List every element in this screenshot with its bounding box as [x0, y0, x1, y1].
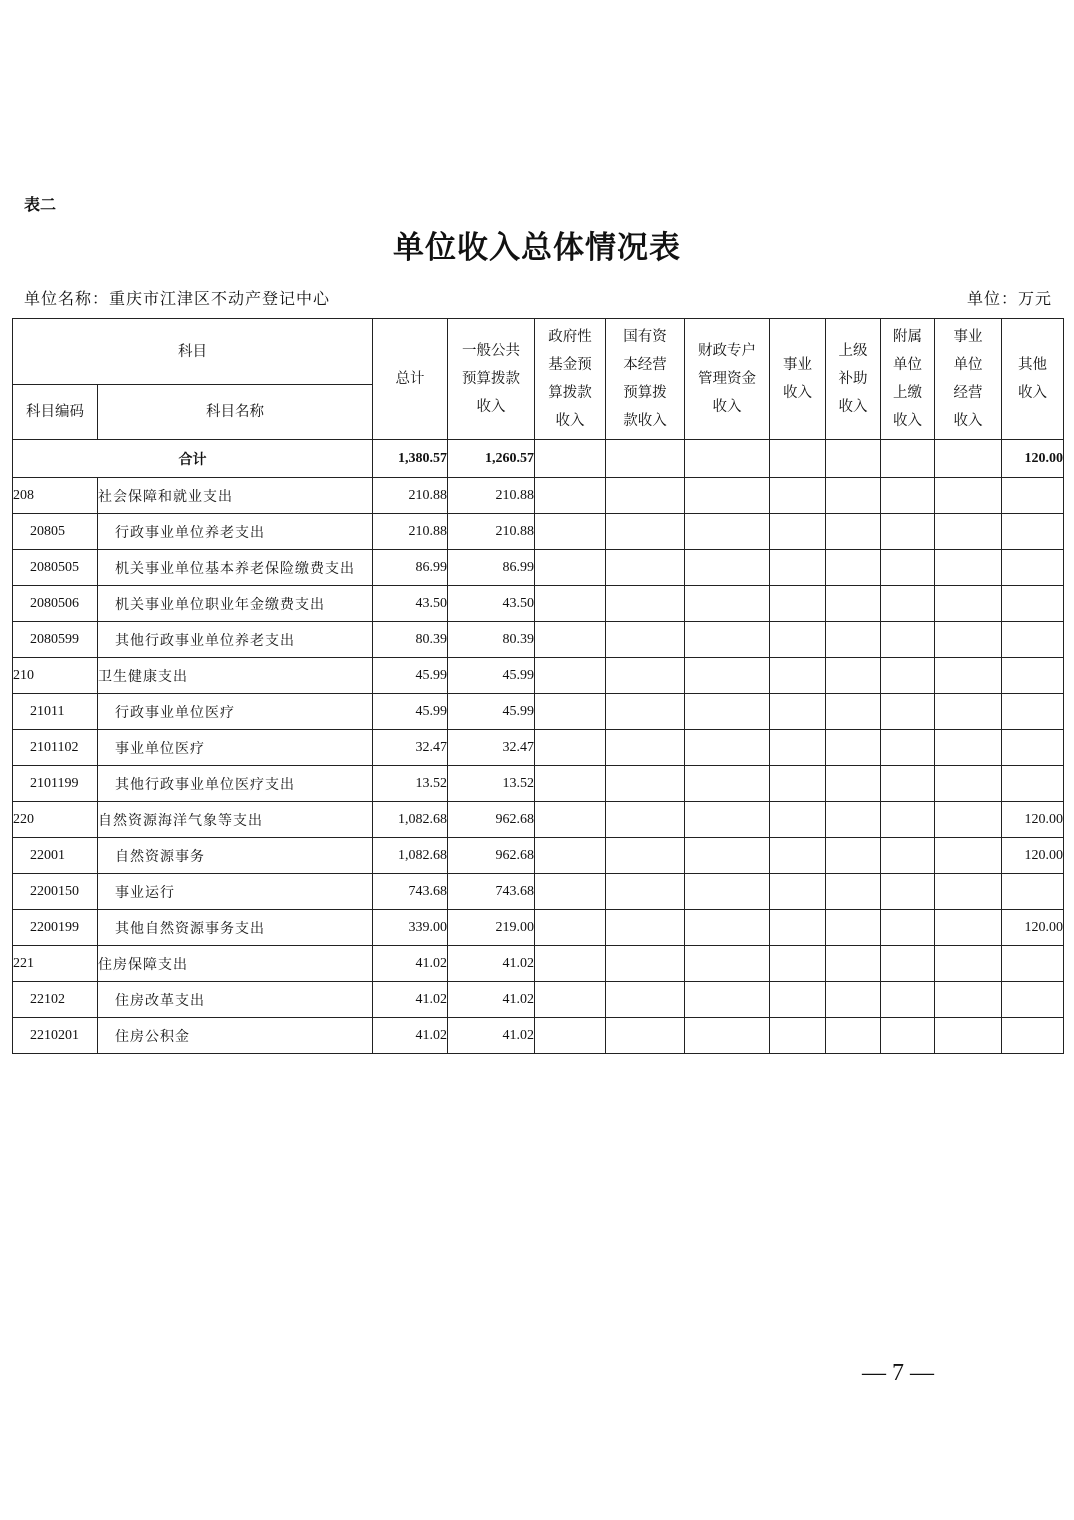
value-cell — [535, 694, 606, 730]
header-col-other: 其他收入 — [1002, 319, 1064, 440]
subject-code: 2080599 — [13, 622, 98, 658]
subject-code: 2080506 — [13, 586, 98, 622]
value-cell — [770, 514, 826, 550]
value-cell — [685, 550, 770, 586]
value-cell — [826, 622, 881, 658]
value-cell — [881, 910, 935, 946]
value-cell — [1002, 694, 1064, 730]
value-cell — [606, 838, 685, 874]
value-cell — [881, 694, 935, 730]
value-cell — [770, 910, 826, 946]
subject-name: 其他行政事业单位医疗支出 — [98, 766, 373, 802]
header-col-total: 总计 — [373, 319, 448, 440]
header-col-gov-fund: 政府性基金预算拨款收入 — [535, 319, 606, 440]
subject-name: 机关事业单位职业年金缴费支出 — [98, 586, 373, 622]
header-col-superior-subsidy: 上级补助收入 — [826, 319, 881, 440]
table-row — [13, 550, 1064, 586]
value-cell: 120.00 — [1002, 910, 1064, 946]
header-col-subsidiary: 附属单位上缴收入 — [881, 319, 935, 440]
total-cell: 1,260.57 — [448, 440, 535, 478]
value-cell — [826, 694, 881, 730]
total-cell: 1,380.57 — [373, 440, 448, 478]
value-cell — [826, 1018, 881, 1054]
value-cell: 45.99 — [448, 694, 535, 730]
value-cell: 41.02 — [373, 1018, 448, 1054]
value-cell — [770, 982, 826, 1018]
value-cell — [535, 910, 606, 946]
subject-name: 卫生健康支出 — [98, 658, 373, 694]
table-row — [13, 478, 1064, 514]
value-cell: 210.88 — [373, 478, 448, 514]
total-cell — [881, 440, 935, 478]
value-cell — [770, 586, 826, 622]
value-cell — [770, 478, 826, 514]
table-label: 表二 — [24, 195, 57, 214]
subject-code: 2080505 — [13, 550, 98, 586]
header-col-fiscal-account: 财政专户管理资金收入 — [685, 319, 770, 440]
subject-code: 20805 — [13, 514, 98, 550]
subject-name: 事业单位医疗 — [98, 730, 373, 766]
value-cell — [935, 550, 1002, 586]
value-cell — [881, 622, 935, 658]
subject-name: 自然资源海洋气象等支出 — [98, 802, 373, 838]
total-row — [13, 440, 1064, 478]
value-cell — [685, 1018, 770, 1054]
income-table — [12, 318, 1064, 1054]
value-cell: 41.02 — [448, 946, 535, 982]
value-cell — [935, 946, 1002, 982]
value-cell: 80.39 — [448, 622, 535, 658]
value-cell — [826, 910, 881, 946]
value-cell — [1002, 1018, 1064, 1054]
subject-name: 事业运行 — [98, 874, 373, 910]
value-cell — [606, 586, 685, 622]
value-cell — [770, 622, 826, 658]
value-cell — [770, 658, 826, 694]
value-cell — [685, 910, 770, 946]
value-cell — [535, 622, 606, 658]
unit-name: 单位名称：重庆市江津区不动产登记中心 — [24, 289, 331, 308]
table-row — [13, 910, 1064, 946]
value-cell — [770, 838, 826, 874]
subject-code: 22001 — [13, 838, 98, 874]
value-cell — [1002, 658, 1064, 694]
value-cell — [1002, 730, 1064, 766]
value-cell — [535, 766, 606, 802]
table-row — [13, 802, 1064, 838]
value-cell — [685, 838, 770, 874]
value-cell — [606, 514, 685, 550]
value-cell — [1002, 514, 1064, 550]
value-cell — [826, 478, 881, 514]
value-cell — [826, 982, 881, 1018]
subject-name: 机关事业单位基本养老保险缴费支出 — [98, 550, 373, 586]
table-row — [13, 730, 1064, 766]
value-cell: 13.52 — [373, 766, 448, 802]
value-cell — [826, 658, 881, 694]
unit-label: 单位：万元 — [966, 289, 1052, 308]
value-cell: 210.88 — [373, 514, 448, 550]
value-cell — [1002, 622, 1064, 658]
value-cell: 45.99 — [448, 658, 535, 694]
subject-code: 210 — [13, 658, 98, 694]
table-row — [13, 982, 1064, 1018]
total-cell — [606, 440, 685, 478]
header-subject-code: 科目编码 — [13, 385, 98, 440]
value-cell — [770, 874, 826, 910]
subject-code: 22102 — [13, 982, 98, 1018]
subject-code: 221 — [13, 946, 98, 982]
table-row — [13, 622, 1064, 658]
value-cell — [826, 838, 881, 874]
page-title: 单位收入总体情况表 — [393, 230, 681, 266]
page-number: — 7 — — [862, 1360, 934, 1386]
value-cell — [826, 586, 881, 622]
subject-code: 21011 — [13, 694, 98, 730]
value-cell — [826, 766, 881, 802]
subject-code: 2200199 — [13, 910, 98, 946]
value-cell — [826, 550, 881, 586]
value-cell — [685, 514, 770, 550]
table-row — [13, 766, 1064, 802]
table-row — [13, 1018, 1064, 1054]
value-cell — [826, 730, 881, 766]
header-col-general-budget: 一般公共预算拨款收入 — [448, 319, 535, 440]
value-cell — [685, 802, 770, 838]
value-cell — [826, 946, 881, 982]
value-cell — [535, 550, 606, 586]
table-row — [13, 874, 1064, 910]
value-cell — [826, 514, 881, 550]
table-row — [13, 946, 1064, 982]
value-cell — [535, 874, 606, 910]
value-cell — [770, 946, 826, 982]
value-cell — [935, 694, 1002, 730]
table-row — [13, 838, 1064, 874]
header-col-operating: 事业单位经营收入 — [935, 319, 1002, 440]
value-cell — [1002, 874, 1064, 910]
value-cell — [935, 622, 1002, 658]
subject-name: 行政事业单位医疗 — [98, 694, 373, 730]
subject-name: 住房公积金 — [98, 1018, 373, 1054]
value-cell: 80.39 — [373, 622, 448, 658]
value-cell — [1002, 982, 1064, 1018]
value-cell — [606, 478, 685, 514]
value-cell — [606, 946, 685, 982]
value-cell: 962.68 — [448, 802, 535, 838]
value-cell — [685, 658, 770, 694]
value-cell — [881, 982, 935, 1018]
value-cell — [685, 766, 770, 802]
value-cell: 41.02 — [448, 982, 535, 1018]
value-cell: 41.02 — [448, 1018, 535, 1054]
value-cell: 339.00 — [373, 910, 448, 946]
total-cell — [826, 440, 881, 478]
value-cell: 210.88 — [448, 514, 535, 550]
value-cell — [770, 802, 826, 838]
subject-code: 220 — [13, 802, 98, 838]
value-cell: 743.68 — [373, 874, 448, 910]
value-cell — [685, 478, 770, 514]
value-cell: 32.47 — [448, 730, 535, 766]
value-cell — [935, 658, 1002, 694]
subject-name: 其他自然资源事务支出 — [98, 910, 373, 946]
total-cell — [535, 440, 606, 478]
value-cell — [535, 1018, 606, 1054]
subject-code: 208 — [13, 478, 98, 514]
value-cell: 743.68 — [448, 874, 535, 910]
value-cell — [935, 874, 1002, 910]
value-cell — [881, 838, 935, 874]
subject-name: 社会保障和就业支出 — [98, 478, 373, 514]
value-cell: 86.99 — [373, 550, 448, 586]
value-cell — [535, 946, 606, 982]
value-cell: 86.99 — [448, 550, 535, 586]
subject-name: 住房改革支出 — [98, 982, 373, 1018]
value-cell — [770, 766, 826, 802]
value-cell — [935, 982, 1002, 1018]
value-cell — [935, 586, 1002, 622]
value-cell: 1,082.68 — [373, 802, 448, 838]
header-col-state-capital: 国有资本经营预算拨款收入 — [606, 319, 685, 440]
value-cell: 41.02 — [373, 946, 448, 982]
subject-code: 2101102 — [13, 730, 98, 766]
value-cell — [606, 910, 685, 946]
value-cell — [535, 586, 606, 622]
header-subject-name: 科目名称 — [98, 385, 373, 440]
value-cell — [770, 1018, 826, 1054]
table-row — [13, 658, 1064, 694]
value-cell — [606, 802, 685, 838]
value-cell — [881, 1018, 935, 1054]
value-cell — [935, 730, 1002, 766]
value-cell: 1,082.68 — [373, 838, 448, 874]
value-cell: 120.00 — [1002, 838, 1064, 874]
value-cell — [826, 874, 881, 910]
value-cell: 45.99 — [373, 694, 448, 730]
header-subject: 科目 — [13, 319, 373, 385]
subject-name: 行政事业单位养老支出 — [98, 514, 373, 550]
value-cell — [1002, 766, 1064, 802]
subject-code: 2101199 — [13, 766, 98, 802]
value-cell — [1002, 946, 1064, 982]
value-cell — [935, 514, 1002, 550]
value-cell — [606, 982, 685, 1018]
value-cell — [535, 982, 606, 1018]
value-cell — [770, 694, 826, 730]
value-cell: 13.52 — [448, 766, 535, 802]
subject-name: 其他行政事业单位养老支出 — [98, 622, 373, 658]
table-row — [13, 586, 1064, 622]
value-cell — [606, 730, 685, 766]
value-cell — [881, 766, 935, 802]
value-cell — [685, 946, 770, 982]
value-cell — [1002, 550, 1064, 586]
value-cell — [881, 730, 935, 766]
value-cell — [606, 622, 685, 658]
value-cell — [535, 730, 606, 766]
value-cell — [881, 586, 935, 622]
value-cell — [881, 514, 935, 550]
total-cell — [935, 440, 1002, 478]
value-cell — [685, 730, 770, 766]
subject-name: 自然资源事务 — [98, 838, 373, 874]
table-row — [13, 514, 1064, 550]
value-cell — [881, 874, 935, 910]
value-cell — [935, 910, 1002, 946]
value-cell — [935, 478, 1002, 514]
subject-name: 住房保障支出 — [98, 946, 373, 982]
value-cell — [606, 694, 685, 730]
value-cell — [606, 550, 685, 586]
value-cell: 219.00 — [448, 910, 535, 946]
value-cell — [685, 622, 770, 658]
value-cell: 43.50 — [448, 586, 535, 622]
value-cell — [685, 874, 770, 910]
value-cell — [685, 694, 770, 730]
value-cell — [685, 586, 770, 622]
value-cell — [606, 1018, 685, 1054]
value-cell: 962.68 — [448, 838, 535, 874]
value-cell — [881, 478, 935, 514]
value-cell — [535, 514, 606, 550]
header-col-business: 事业收入 — [770, 319, 826, 440]
value-cell — [881, 658, 935, 694]
value-cell — [770, 550, 826, 586]
total-label: 合计 — [13, 440, 373, 478]
value-cell — [770, 730, 826, 766]
value-cell — [535, 658, 606, 694]
value-cell: 45.99 — [373, 658, 448, 694]
value-cell — [606, 766, 685, 802]
total-cell: 120.00 — [1002, 440, 1064, 478]
value-cell — [535, 838, 606, 874]
value-cell: 43.50 — [373, 586, 448, 622]
value-cell — [535, 802, 606, 838]
value-cell — [881, 802, 935, 838]
value-cell: 210.88 — [448, 478, 535, 514]
value-cell — [1002, 478, 1064, 514]
table-row — [13, 694, 1064, 730]
value-cell: 32.47 — [373, 730, 448, 766]
value-cell: 41.02 — [373, 982, 448, 1018]
value-cell — [935, 802, 1002, 838]
value-cell — [881, 550, 935, 586]
value-cell — [881, 946, 935, 982]
value-cell — [826, 802, 881, 838]
value-cell — [606, 874, 685, 910]
subject-code: 2200150 — [13, 874, 98, 910]
value-cell — [935, 1018, 1002, 1054]
subject-code: 2210201 — [13, 1018, 98, 1054]
value-cell — [1002, 586, 1064, 622]
total-cell — [685, 440, 770, 478]
total-cell — [770, 440, 826, 478]
value-cell — [935, 766, 1002, 802]
value-cell — [935, 838, 1002, 874]
value-cell — [606, 658, 685, 694]
value-cell — [685, 982, 770, 1018]
value-cell — [535, 478, 606, 514]
value-cell: 120.00 — [1002, 802, 1064, 838]
